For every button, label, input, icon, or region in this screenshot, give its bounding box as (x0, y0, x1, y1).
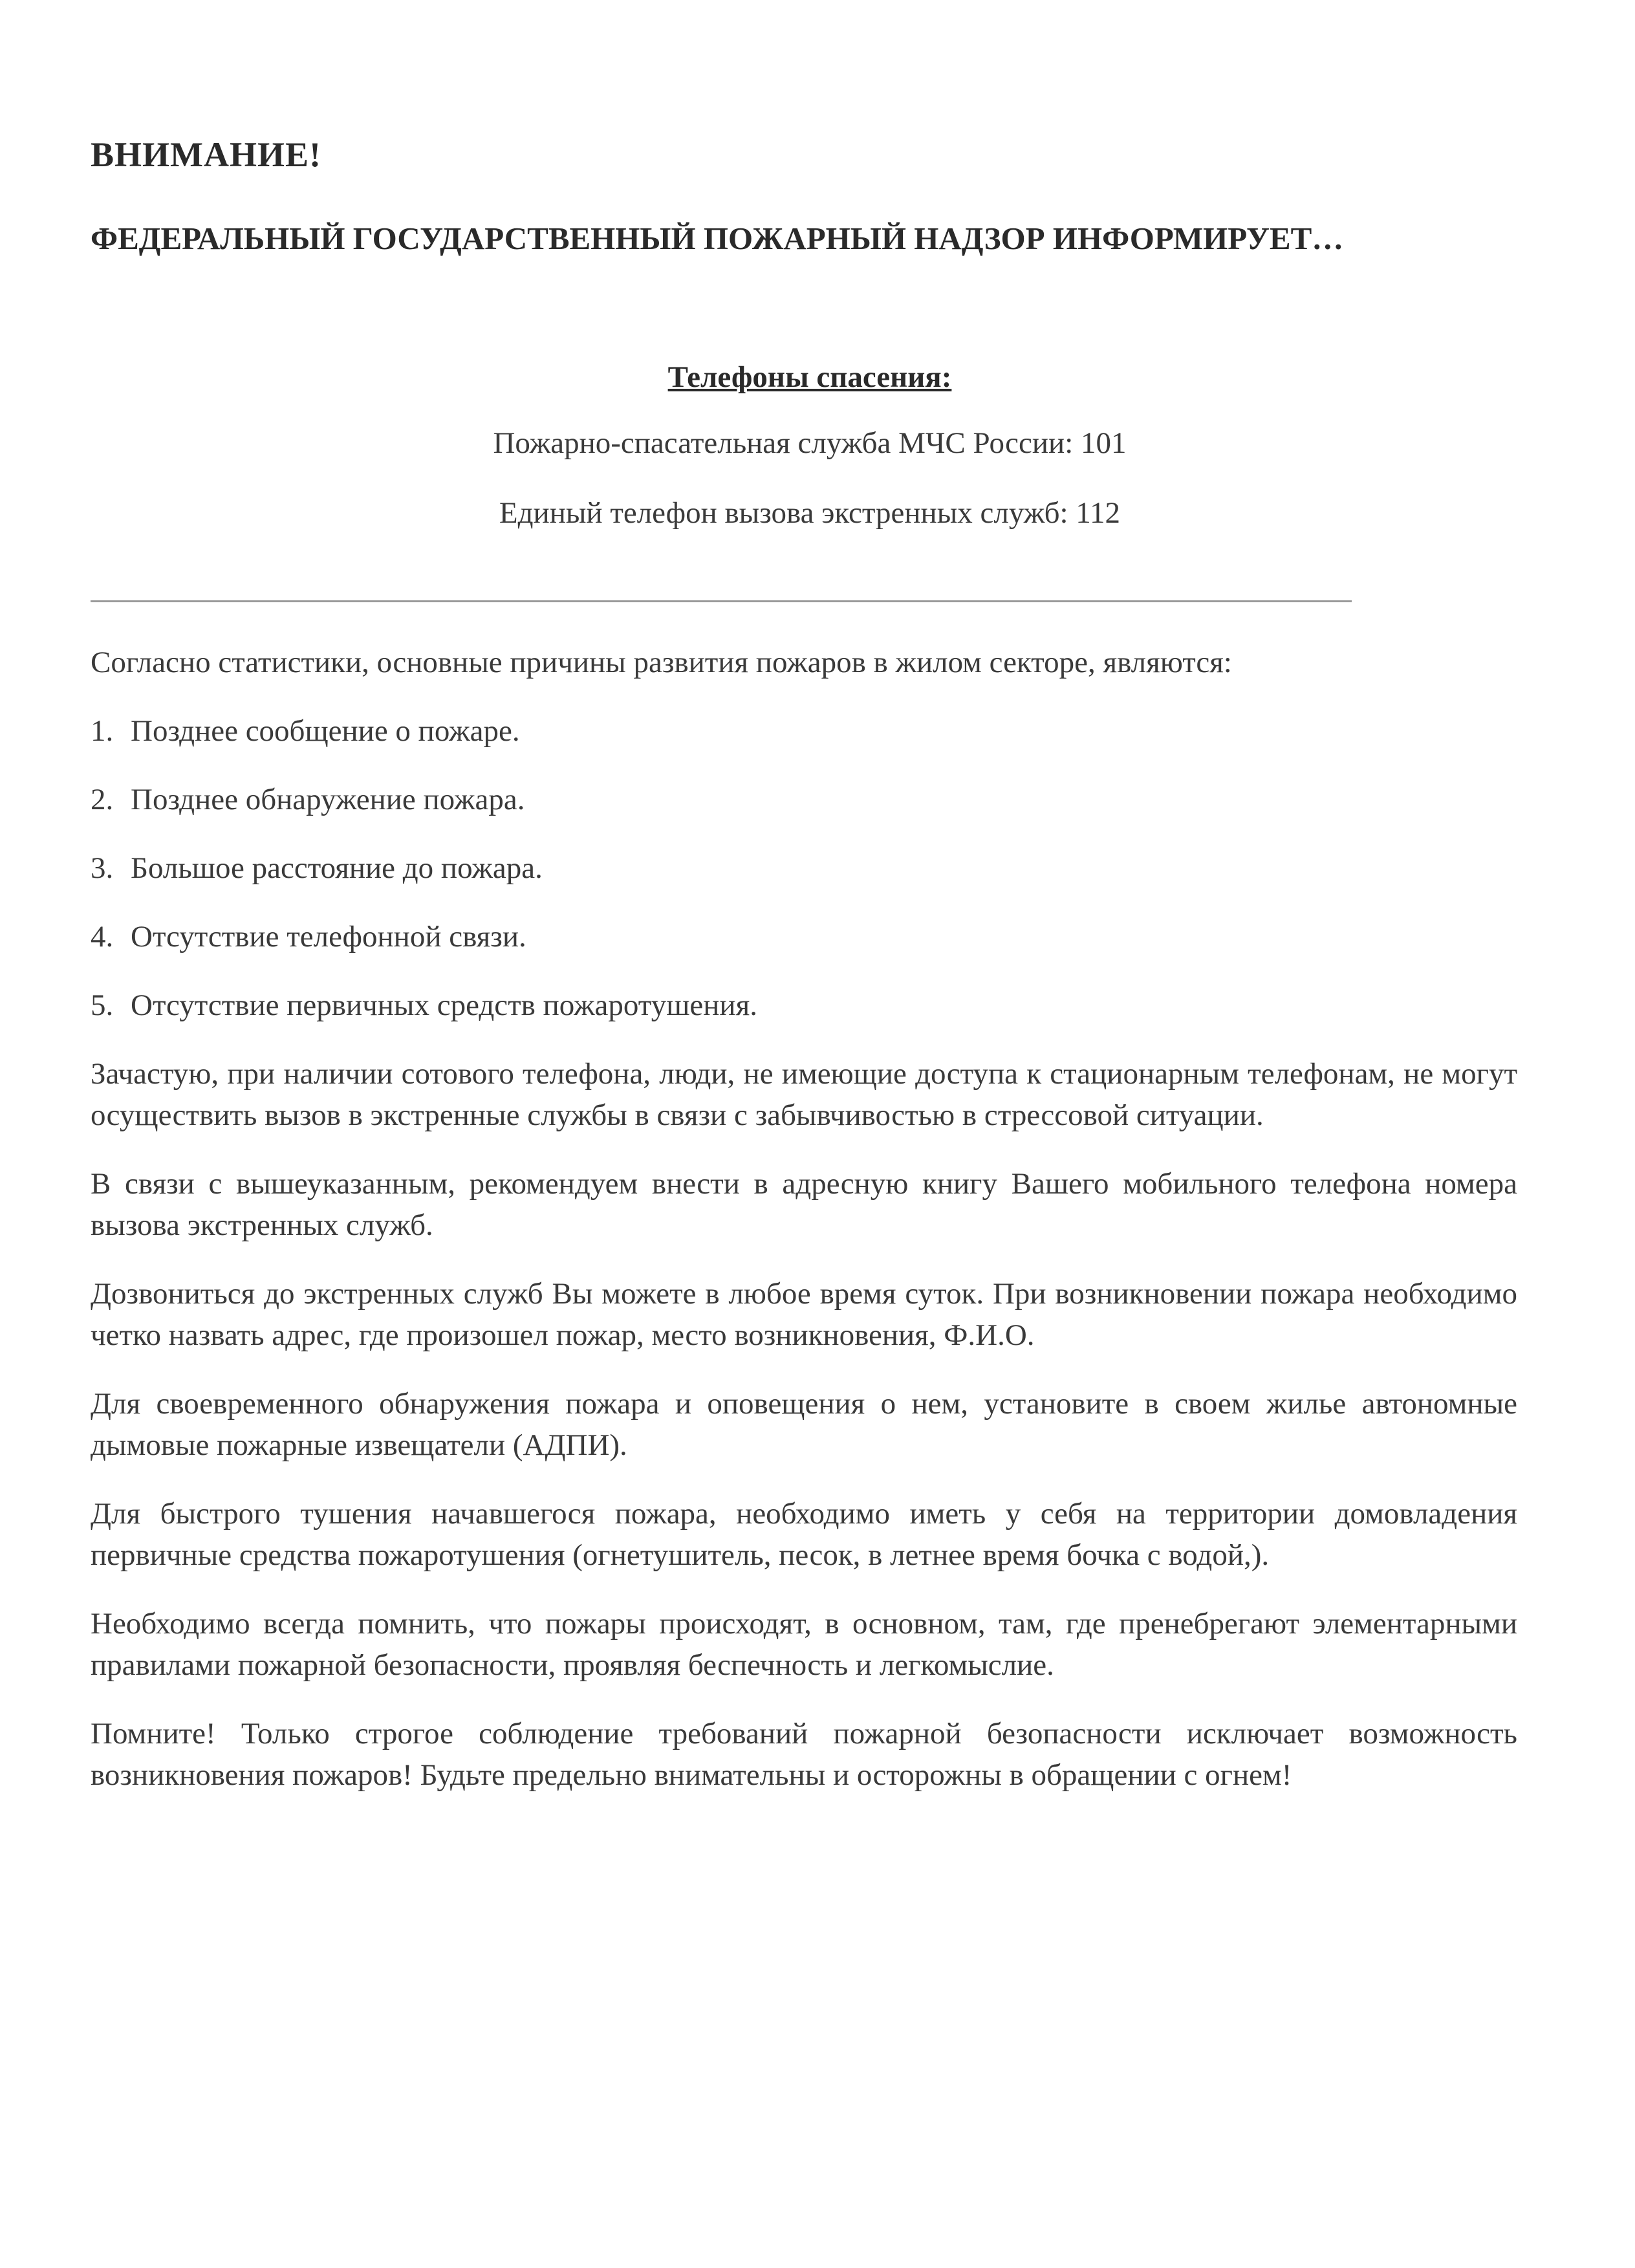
paragraph-smoke-detectors: Для своевременного обнаружения пожара и оповещения о нем, установите в своем жилье автономные дымовые пожарные извещатели (АДПИ). (91, 1387, 1517, 1462)
paragraph-address-book: В связи с вышеуказанным, рекомендуем внести в адресную книгу Вашего мобильного телефона номера вызова экстренных служб. (91, 1167, 1517, 1242)
list-item (91, 847, 1517, 889)
phone-line-fire-service: Пожарно-спасательная служба МЧС России: 101 (493, 426, 1127, 460)
list-item-number: 5. (91, 988, 114, 1022)
list-item-text: Отсутствие первичных средств пожаротушения. (131, 988, 757, 1022)
list-item-number: 4. (91, 920, 114, 954)
list-item-text: Большое расстояние до пожара. (131, 851, 543, 885)
paragraph-closing-warning: Помните! Только строгое соблюдение требований пожарной безопасности исключает возможность возникновения пожаров! Будьте предельно внимательны и осторожны в обращении с огнем! (91, 1717, 1517, 1792)
divider-line (91, 600, 1352, 602)
document-page (91, 0, 1517, 2268)
list-item-text: Отсутствие телефонной связи. (131, 920, 526, 954)
paragraph-call-anytime: Дозвониться до экстренных служб Вы можете в любое время суток. При возникновении пожара необходимо четко назвать адрес, где произошел пожар, место возникновения, Ф.И.О. (91, 1277, 1517, 1352)
causes-list (91, 710, 1517, 1026)
list-item (91, 916, 1517, 957)
phones-heading: Телефоны спасения: (667, 360, 952, 394)
list-item-number: 3. (91, 851, 114, 885)
paragraph-mobile-phone: Зачастую, при наличии сотового телефона, люди, не имеющие доступа к стационарным телефонам, не могут осуществить вызов в экстренные службы в связи с забывчивостью в стрессовой ситуации. (91, 1057, 1517, 1132)
list-item (91, 779, 1517, 820)
list-item-number: 1. (91, 714, 114, 748)
intro-paragraph: Согласно статистики, основные причины развития пожаров в жилом секторе, являются: (91, 646, 1232, 679)
paragraph-extinguishing-means: Для быстрого тушения начавшегося пожара, необходимо иметь у себя на территории домовладения первичные средства пожаротушения (огнетушитель, песок, в летнее время бочка с водой,). (91, 1497, 1517, 1572)
list-item (91, 710, 1517, 752)
list-item-text: Позднее обнаружение пожара. (131, 783, 525, 816)
list-item (91, 985, 1517, 1026)
list-item-number: 2. (91, 783, 114, 816)
document-body (91, 642, 1517, 1823)
page-title: ВНИМАНИЕ! (91, 135, 321, 174)
list-item-text: Позднее сообщение о пожаре. (131, 714, 520, 748)
page-subtitle: ФЕДЕРАЛЬНЫЙ ГОСУДАРСТВЕННЫЙ ПОЖАРНЫЙ НАДЗОР ИНФОРМИРУЕТ… (91, 221, 1344, 256)
paragraph-fire-safety-rules: Необходимо всегда помнить, что пожары происходят, в основном, там, где пренебрегают элементарными правилами пожарной безопасности, проявляя беспечность и легкомыслие. (91, 1607, 1517, 1682)
emergency-phones-block (91, 362, 1529, 529)
phone-line-unified-emergency: Единый телефон вызова экстренных служб: 112 (499, 496, 1121, 530)
